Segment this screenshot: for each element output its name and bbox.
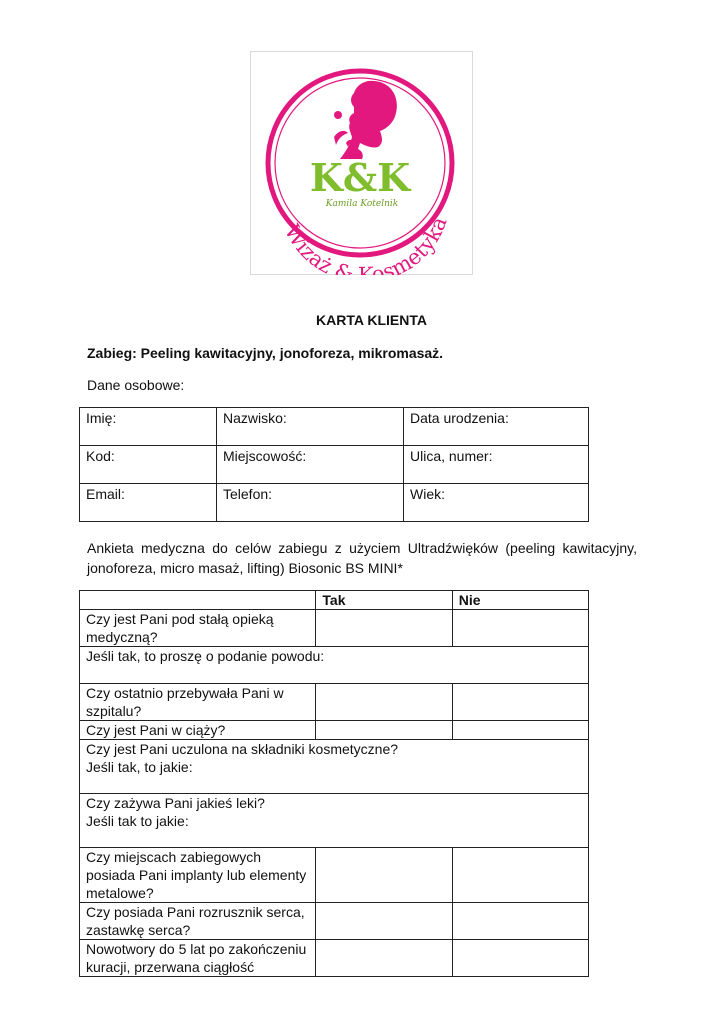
email-field[interactable]: Email: — [80, 484, 217, 522]
question-medication-followup: Jeśli tak to jakie: — [86, 813, 189, 829]
question-cancer: Nowotwory do 5 lat po zakończeniu kuracji, przerwana ciągłość — [80, 940, 316, 977]
treatment-line: Zabieg: Peeling kawitacyjny, jonoforeza, mikromasaż. — [87, 345, 444, 361]
answer-yes-cell[interactable] — [316, 684, 452, 721]
personal-data-table — [79, 407, 589, 522]
table-row — [80, 484, 589, 522]
answer-yes-cell[interactable] — [316, 610, 452, 647]
question-column-header — [80, 591, 316, 610]
answer-no-cell[interactable] — [452, 684, 588, 721]
answer-no-cell[interactable] — [452, 848, 588, 903]
question-medication[interactable] — [80, 794, 589, 848]
personal-data-heading: Dane osobowe: — [87, 377, 185, 393]
question-allergy-text: Czy jest Pani uczulona na składniki kosmetyczne? — [86, 741, 399, 757]
table-row — [80, 721, 589, 740]
logo-arc-text: Wizaż & osmetyka — [279, 213, 452, 275]
table-row — [80, 794, 589, 848]
table-row — [80, 446, 589, 484]
answer-yes-cell[interactable] — [316, 940, 452, 977]
question-pregnancy: Czy jest Pani w ciąży? — [80, 721, 316, 740]
company-logo — [250, 51, 473, 275]
answer-no-cell[interactable] — [452, 610, 588, 647]
answer-no-cell[interactable] — [452, 721, 588, 740]
question-medical-care: Czy jest Pani pod stałą opieką medyczną? — [80, 610, 316, 647]
no-column-header: Nie — [452, 591, 588, 610]
street-field[interactable]: Ulica, numer: — [404, 446, 589, 484]
question-reason[interactable]: Jeśli tak, to proszę o podanie powodu: — [80, 647, 589, 684]
table-row — [80, 647, 589, 684]
table-row — [80, 848, 589, 903]
question-medication-text: Czy zażywa Pani jakieś leki? — [86, 795, 265, 811]
logo-signature: Kamila Kotelnik — [325, 199, 399, 209]
survey-intro: Ankieta medyczna do celów zabiegu z użyciem Ultradźwięków (peeling kawitacyjny, jonoforeza, micro masaż, lifting) Biosonic BS MINI* — [87, 540, 637, 576]
question-pacemaker: Czy posiada Pani rozrusznik serca, zastawkę serca? — [80, 903, 316, 940]
birth-date-field[interactable]: Data urodzenia: — [404, 408, 589, 446]
table-row — [80, 740, 589, 794]
question-allergy[interactable] — [80, 740, 589, 794]
document-title: KARTA KLIENTA — [316, 312, 427, 328]
logo-graphic — [250, 51, 473, 275]
first-name-field[interactable]: Imię: — [80, 408, 217, 446]
answer-no-cell[interactable] — [452, 940, 588, 977]
table-row — [80, 684, 589, 721]
city-field[interactable]: Miejscowość: — [217, 446, 404, 484]
table-row — [80, 903, 589, 940]
postal-code-field[interactable]: Kod: — [80, 446, 217, 484]
table-row — [80, 610, 589, 647]
answer-yes-cell[interactable] — [316, 721, 452, 740]
age-field[interactable]: Wiek: — [404, 484, 589, 522]
question-hospital: Czy ostatnio przebywała Pani w szpitalu? — [80, 684, 316, 721]
table-header-row — [80, 591, 589, 610]
question-implants: Czy miejscach zabiegowych posiada Pani implanty lub elementy metalowe? — [80, 848, 316, 903]
table-row — [80, 408, 589, 446]
last-name-field[interactable]: Nazwisko: — [217, 408, 404, 446]
question-allergy-followup: Jeśli tak, to jakie: — [86, 759, 193, 775]
answer-no-cell[interactable] — [452, 903, 588, 940]
logo-initials — [310, 155, 412, 209]
table-row — [80, 940, 589, 977]
answer-yes-cell[interactable] — [316, 903, 452, 940]
yes-column-header: Tak — [316, 591, 452, 610]
logo-initials-text: K&K — [309, 155, 411, 200]
medical-survey-table — [79, 590, 589, 977]
answer-yes-cell[interactable] — [316, 848, 452, 903]
phone-field[interactable]: Telefon: — [217, 484, 404, 522]
